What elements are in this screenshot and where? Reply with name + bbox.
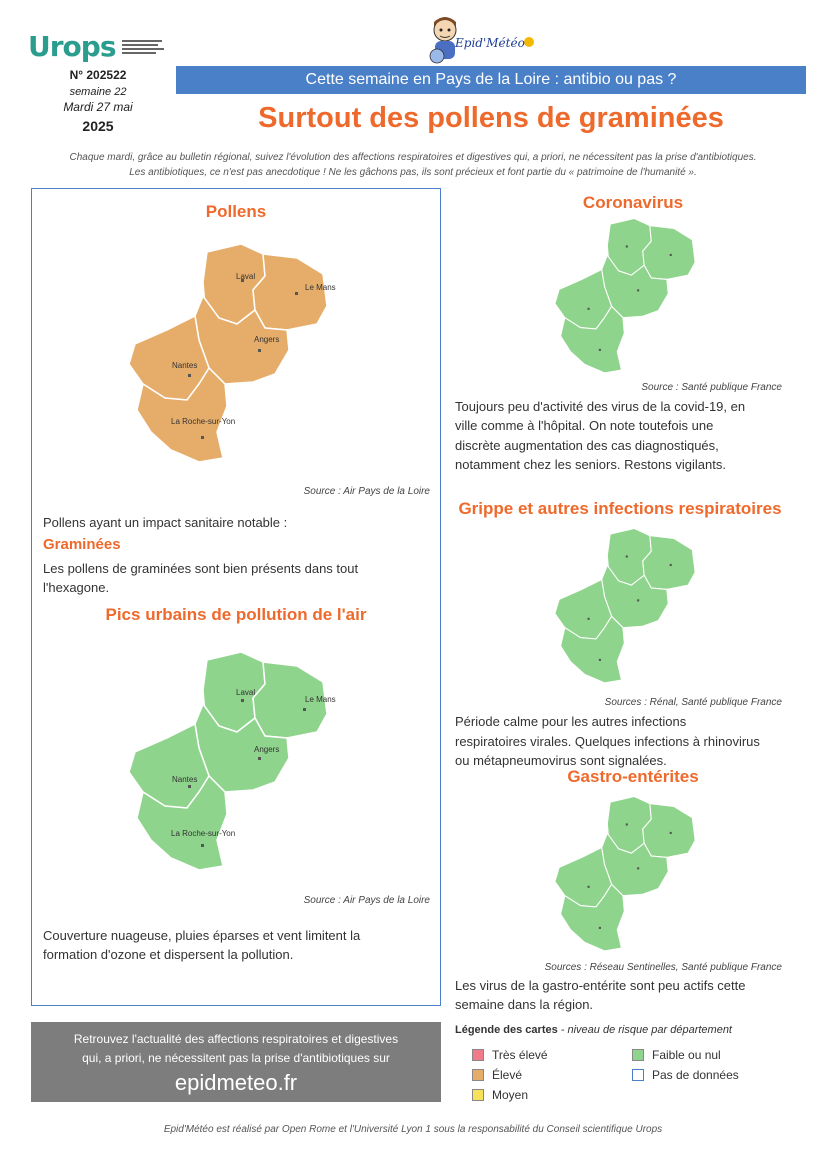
legend-item-tres-eleve [472,1048,548,1062]
urops-logo-lines [122,40,164,54]
footer: Epid'Météo est réalisé par Open Rome et l'Université Lyon 1 sous la responsabilité du Conseil scientifique Urops [163,1124,663,1135]
pollens-title: Pollens [205,202,267,221]
pollens-map-angers: Angers [254,335,280,344]
coronavirus-text-3: discrète augmentation des cas diagnostiqués, [455,438,719,453]
headline: Surtout des pollens de graminées [258,102,724,134]
pollens-map-nantes: Nantes [172,361,198,370]
intro-line-2: Les antibiotiques, ce n'est pas anecdotique ! Ne les gâchons pas, ils sont précieux et font partie du « patrimoine de l'humanité ». [129,167,697,178]
coronavirus-text-2: ville comme à l'hôpital. On note toutefois une [455,418,714,433]
pollution-map-laval: Laval [236,688,256,697]
legend-swatch-eleve [472,1069,484,1081]
epidmeteo-logo [425,14,545,66]
pollens-text-1: Les pollens de graminées sont bien présents dans tout [43,561,359,576]
gastro-source: Sources : Réseau Sentinelles, Santé publique France [544,962,782,973]
pollens-map-le-mans: Le Mans [305,283,336,292]
epidmeteo-logo-text: Epid'Météo [455,36,525,50]
legend-swatch-moyen [472,1089,484,1101]
legend-title [455,1024,732,1036]
promo-box [31,1022,441,1102]
pollution-source: Source : Air Pays de la Loire [303,895,430,906]
legend-item-faible [632,1048,721,1062]
issue-number: N° 202522 [69,68,127,82]
legend-label-eleve: Élevé [492,1068,523,1082]
legend-swatch-faible [632,1049,644,1061]
legend-item-no-data [632,1068,739,1082]
gastro-text-1: Les virus de la gastro-entérite sont peu actifs cette [455,978,746,993]
grippe-title: Grippe et autres infections respiratoires [458,499,782,518]
pollution-map-nantes: Nantes [172,775,198,784]
legend-label-no-data: Pas de données [652,1068,739,1082]
intro-line-1: Chaque mardi, grâce au bulletin régional, suivez l'évolution des affections respiratoires et digestives qui, a priori, ne nécessitent pas la prise d'antibiotiques. [69,152,757,163]
grippe-source: Sources : Rénal, Santé publique France [604,697,782,708]
issue-week: semaine 22 [69,86,127,98]
coronavirus-title: Coronavirus [582,193,684,212]
pollution-map-la-roche: La Roche-sur-Yon [171,829,236,838]
pollens-text-2: l'hexagone. [43,580,110,595]
pollens-map-laval: Laval [236,272,256,281]
gastro-title: Gastro-entérites [567,767,699,786]
issue-date: Mardi 27 mai [63,100,133,114]
gastro-text-2: semaine dans la région. [455,997,594,1012]
pollens-intro: Pollens ayant un impact sanitaire notable : [43,515,288,530]
coronavirus-text-1: Toujours peu d'activité des virus de la covid-19, en [455,399,746,414]
coronavirus-map [530,210,730,380]
grippe-text-1: Période calme pour les autres infections [455,714,687,729]
pollution-map-angers: Angers [254,745,280,754]
gastro-map [530,788,730,958]
pollens-subtitle: Graminées [43,536,121,553]
sun-icon [524,37,534,47]
pollution-map-le-mans: Le Mans [305,695,336,704]
pollution-text-2: formation d'ozone et dispersent la pollution. [43,947,294,962]
legend-label-tres-eleve: Très élevé [492,1048,548,1062]
banner: Cette semaine en Pays de la Loire : antibio ou pas ? [176,66,806,94]
urops-logo [28,30,164,63]
legend-title-sub: - niveau de risque par département [557,1024,732,1036]
issue-year: 2025 [82,118,114,134]
coronavirus-source: Source : Santé publique France [641,382,782,393]
urops-logo-text: Urops [28,30,116,63]
legend-item-moyen [472,1088,528,1102]
pollens-map-la-roche: La Roche-sur-Yon [171,417,236,426]
promo-site-link[interactable]: epidmeteo.fr [174,1070,298,1095]
legend-label-faible: Faible ou nul [652,1048,721,1062]
legend-label-moyen: Moyen [492,1088,529,1102]
pollution-map [115,640,355,880]
legend-item-eleve [472,1068,522,1082]
coronavirus-text-4: notamment chez les seniors. Restons vigilants. [455,457,726,472]
grippe-text-2: respiratoires virales. Quelques infections à rhinovirus [455,734,760,749]
grippe-text-3: ou métapneumovirus sont signalées. [455,753,667,768]
promo-line-2: qui, a priori, ne nécessitent pas la prise d'antibiotiques sur [82,1051,390,1065]
pollution-text-1: Couverture nuageuse, pluies éparses et vent limitent la [43,928,361,943]
legend-swatch-tres-eleve [472,1049,484,1061]
legend-swatch-no-data [632,1069,644,1081]
grippe-map [530,520,730,690]
promo-line-1: Retrouvez l'actualité des affections respiratoires et digestives [73,1032,399,1046]
legend-title-main: Légende des cartes [455,1024,558,1036]
pollens-source: Source : Air Pays de la Loire [303,486,430,497]
pollution-title: Pics urbains de pollution de l'air [105,605,367,624]
pollens-map [115,232,355,472]
